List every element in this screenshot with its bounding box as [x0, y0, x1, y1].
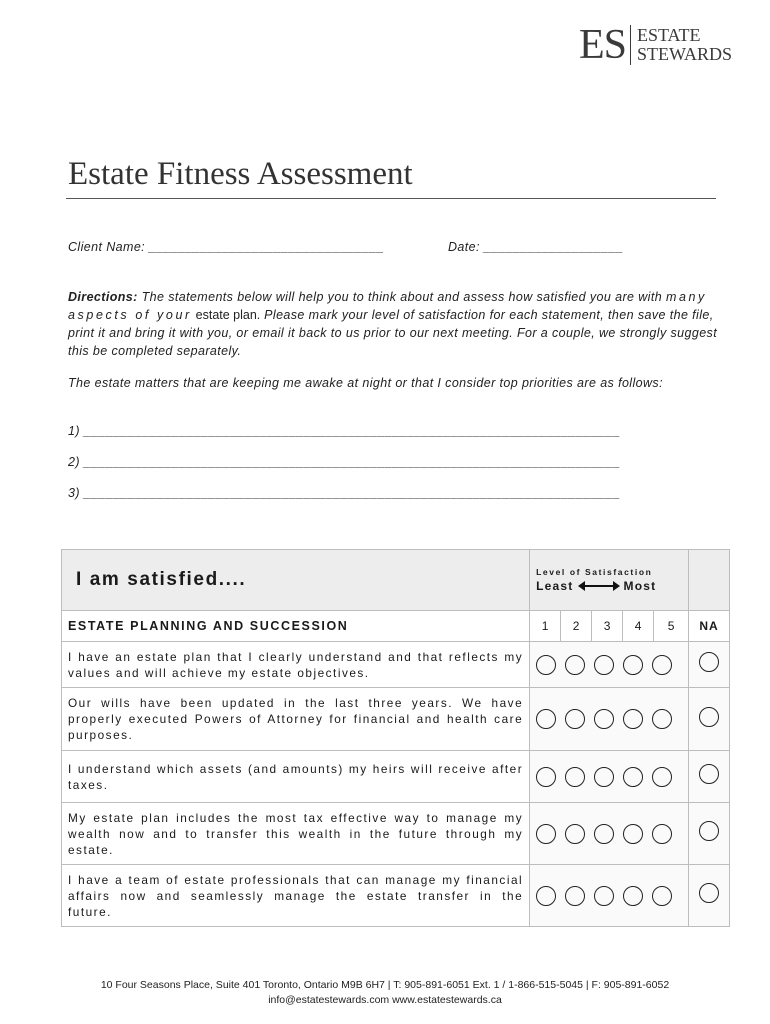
rating-radio-3[interactable]	[594, 824, 614, 844]
rating-radio-na[interactable]	[699, 652, 719, 672]
section-header: ESTATE PLANNING AND SUCCESSION	[62, 611, 530, 642]
logo-line-2: STEWARDS	[636, 44, 732, 64]
scale-number: 3	[592, 611, 623, 642]
scale-least: Least	[536, 579, 574, 593]
table-row	[62, 803, 730, 865]
na-option	[689, 865, 730, 927]
rating-radio-1[interactable]	[536, 655, 556, 675]
rating-radio-4[interactable]	[623, 886, 643, 906]
rating-radio-na[interactable]	[699, 821, 719, 841]
logo-line-1: ESTATE	[636, 25, 701, 45]
company-logo	[579, 24, 732, 66]
directions-estate-plan: estate plan.	[195, 308, 261, 322]
priorities-paragraph: The estate matters that are keeping me awake at night or that I consider top priorities are as follows:	[68, 376, 663, 390]
na-option	[689, 642, 730, 688]
footer-contact: info@estatestewards.com www.estatestewards.ca	[268, 994, 502, 1006]
rating-radio-4[interactable]	[623, 824, 643, 844]
rating-radio-3[interactable]	[594, 886, 614, 906]
logo-divider	[630, 25, 631, 65]
rating-radio-5[interactable]	[652, 886, 672, 906]
title-divider	[66, 198, 716, 199]
rating-radio-4[interactable]	[623, 709, 643, 729]
rating-options	[530, 642, 689, 688]
table-heading: I am satisfied....	[62, 550, 530, 611]
rating-radio-1[interactable]	[536, 767, 556, 787]
rating-radio-5[interactable]	[652, 824, 672, 844]
table-row	[62, 642, 730, 688]
heading-na-blank	[689, 550, 730, 611]
na-label: NA	[689, 611, 730, 642]
satisfaction-table	[61, 549, 730, 927]
scale-most: Most	[623, 579, 657, 593]
rating-radio-2[interactable]	[565, 709, 585, 729]
logo-initials: ES	[578, 22, 626, 68]
rating-radio-2[interactable]	[565, 655, 585, 675]
rating-radio-2[interactable]	[565, 886, 585, 906]
directions-text-2: many aspects of your	[68, 290, 707, 322]
table-row	[62, 865, 730, 927]
priority-blank-2[interactable]: 2) _________________________________________________________________________	[68, 455, 621, 469]
date-field[interactable]: Date: ___________________	[448, 240, 624, 254]
priority-blank-3[interactable]: 3) _________________________________________________________________________	[68, 486, 621, 500]
statement-text: Our wills have been updated in the last three years. We have properly executed Powers of Attorney for financial and health care purposes.	[62, 688, 530, 751]
rating-radio-3[interactable]	[594, 655, 614, 675]
scale-number: 5	[654, 611, 689, 642]
statement-text: I understand which assets (and amounts) my heirs will receive after taxes.	[62, 751, 530, 803]
directions-paragraph	[68, 288, 720, 360]
page-title: Estate Fitness Assessment	[68, 156, 413, 192]
rating-radio-na[interactable]	[699, 764, 719, 784]
scale-number: 4	[623, 611, 654, 642]
rating-radio-5[interactable]	[652, 767, 672, 787]
na-option	[689, 803, 730, 865]
rating-radio-1[interactable]	[536, 824, 556, 844]
rating-radio-1[interactable]	[536, 709, 556, 729]
statement-text: I have a team of estate professionals that can manage my financial affairs now and seamlessly manage the estate transfer in the future.	[62, 865, 530, 927]
rating-radio-3[interactable]	[594, 709, 614, 729]
rating-options	[530, 865, 689, 927]
na-option	[689, 751, 730, 803]
rating-radio-2[interactable]	[565, 767, 585, 787]
rating-radio-5[interactable]	[652, 655, 672, 675]
rating-radio-na[interactable]	[699, 883, 719, 903]
rating-options	[530, 803, 689, 865]
table-row	[62, 751, 730, 803]
page-footer	[0, 978, 770, 1008]
rating-options	[530, 688, 689, 751]
statement-text: My estate plan includes the most tax effective way to manage my wealth now and to transfer this wealth in the future through my estate.	[62, 803, 530, 865]
priority-blank-1[interactable]: 1) _________________________________________________________________________	[68, 424, 621, 438]
table-row	[62, 688, 730, 751]
logo-wordmark	[637, 26, 732, 64]
statement-text: I have an estate plan that I clearly understand and that reflects my values and will achieve my estate objectives.	[62, 642, 530, 688]
rating-radio-2[interactable]	[565, 824, 585, 844]
directions-text-1: The statements below will help you to think about and assess how satisfied you are with	[137, 290, 663, 304]
client-name-field[interactable]: Client Name: ________________________________	[68, 240, 385, 254]
footer-address: 10 Four Seasons Place, Suite 401 Toronto, Ontario M9B 6H7 | T: 905-891-6051 Ext. 1 / 1-866-515-5045 | F: 905-891-6052	[100, 979, 670, 991]
rating-radio-5[interactable]	[652, 709, 672, 729]
directions-label: Directions:	[68, 290, 138, 304]
scale-title: Level of Satisfaction	[536, 567, 653, 577]
rating-radio-4[interactable]	[623, 655, 643, 675]
scale-number: 1	[530, 611, 561, 642]
directions-text-3: Please mark your level of satisfaction for each statement, then save the file, print it and bring it with you, or email it back to us prior to our next meeting. For a couple, we strongly suggest this be completed separately.	[68, 308, 718, 358]
scale-legend	[530, 550, 689, 611]
na-option	[689, 688, 730, 751]
rating-radio-na[interactable]	[699, 707, 719, 727]
rating-radio-3[interactable]	[594, 767, 614, 787]
rating-options	[530, 751, 689, 803]
rating-radio-1[interactable]	[536, 886, 556, 906]
rating-radio-4[interactable]	[623, 767, 643, 787]
scale-number: 2	[561, 611, 592, 642]
double-arrow-icon	[580, 585, 618, 587]
